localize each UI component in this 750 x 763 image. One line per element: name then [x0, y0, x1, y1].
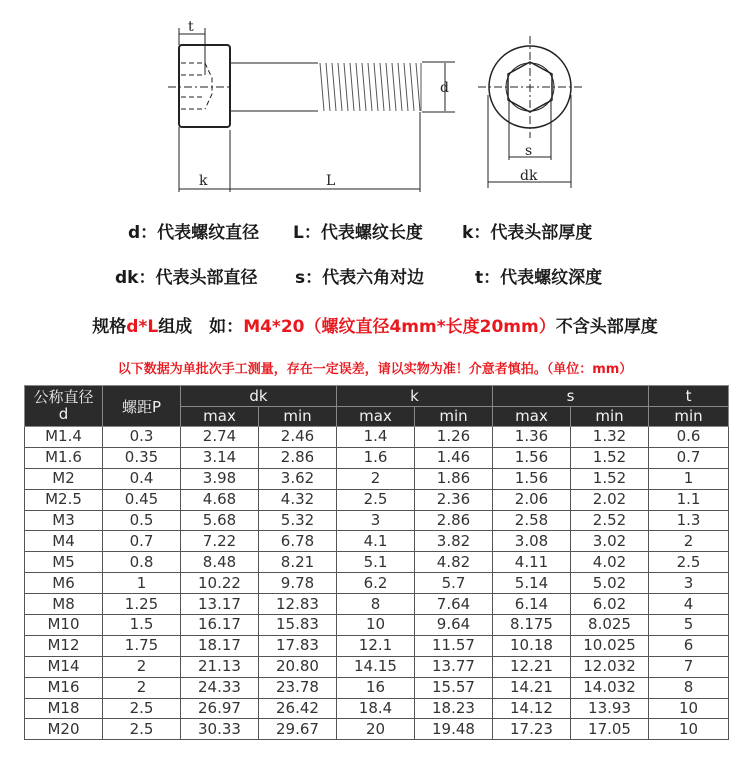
legend-L: L：代表螺纹长度 — [293, 223, 423, 243]
table-row: M4 0.7 7.22 6.78 4.1 3.82 3.08 3.02 2 — [25, 531, 729, 552]
table-row: M3 0.5 5.68 5.32 3 2.86 2.58 2.52 1.3 — [25, 510, 729, 531]
label-d: d — [440, 80, 449, 96]
table-row: M16 2 24.33 23.78 16 15.57 14.21 14.032 8 — [25, 677, 729, 698]
label-s: s — [525, 143, 533, 159]
header-nominal-diameter: 公称直径 d — [25, 386, 103, 427]
thread-lines — [320, 63, 421, 111]
table-row: M6 1 10.22 9.78 6.2 5.7 5.14 5.02 3 — [25, 573, 729, 594]
legend-k: k：代表头部厚度 — [462, 223, 593, 243]
table-row: M18 2.5 26.97 26.42 18.4 18.23 14.12 13.93 10 — [25, 698, 729, 719]
legend-row-2 — [0, 263, 750, 293]
header-k-min: min — [415, 406, 493, 427]
dimension-table — [24, 385, 729, 740]
header-s: s — [493, 386, 649, 407]
header-k: k — [337, 386, 493, 407]
legend-t: t：代表螺纹深度 — [475, 268, 603, 288]
table-row: M5 0.8 8.48 8.21 5.1 4.82 4.11 4.02 2.5 — [25, 552, 729, 573]
header-dk-min: min — [259, 406, 337, 427]
header-s-max: max — [493, 406, 571, 427]
header-t: t — [649, 386, 729, 407]
table-body — [25, 427, 729, 740]
spec-example: M4*20（螺纹直径4mm*长度20mm） — [243, 317, 556, 337]
table-row: M1.6 0.35 3.14 2.86 1.6 1.46 1.56 1.52 0.7 — [25, 447, 729, 468]
table-row: M2.5 0.45 4.68 4.32 2.5 2.36 2.06 2.02 1.1 — [25, 489, 729, 510]
label-k: k — [199, 173, 208, 189]
table-row: M10 1.5 16.17 15.83 10 9.64 8.175 8.025 5 — [25, 615, 729, 636]
measurement-disclaimer: 以下数据为单批次手工测量，存在一定误差，请以实物为准！介意者慎拍。（单位：mm） — [117, 362, 633, 377]
header-dk-max: max — [181, 406, 259, 427]
table-row: M12 1.75 18.17 17.83 12.1 11.57 10.18 10.025 6 — [25, 635, 729, 656]
legend-s: s：代表六角对边 — [295, 268, 425, 288]
table-row: M8 1.25 13.17 12.83 8 7.64 6.14 6.02 4 — [25, 594, 729, 615]
label-t: t — [188, 19, 194, 35]
legend-d: d：代表螺纹直径 — [128, 223, 260, 243]
header-pitch: 螺距P — [103, 386, 181, 427]
legend-dk: dk：代表头部直径 — [115, 268, 258, 288]
table-row: M2 0.4 3.98 3.62 2 1.86 1.56 1.52 1 — [25, 468, 729, 489]
spec-formula: d*L — [126, 317, 159, 337]
header-dk: dk — [181, 386, 337, 407]
screw-diagram — [0, 0, 750, 200]
legend-row-1 — [0, 218, 750, 248]
table-row: M1.4 0.3 2.74 2.46 1.4 1.26 1.36 1.32 0.6 — [25, 427, 729, 448]
label-L: L — [326, 173, 336, 189]
table-row: M14 2 21.13 20.80 14.15 13.77 12.21 12.032 7 — [25, 656, 729, 677]
header-t-min: min — [649, 406, 729, 427]
header-k-max: max — [337, 406, 415, 427]
label-dk: dk — [520, 168, 538, 184]
spec-example-line: 规格d*L组成 如：M4*20（螺纹直径4mm*长度20mm）不含头部厚度 — [92, 317, 658, 337]
table-row: M20 2.5 30.33 29.67 20 19.48 17.23 17.05 10 — [25, 719, 729, 740]
header-s-min: min — [571, 406, 649, 427]
